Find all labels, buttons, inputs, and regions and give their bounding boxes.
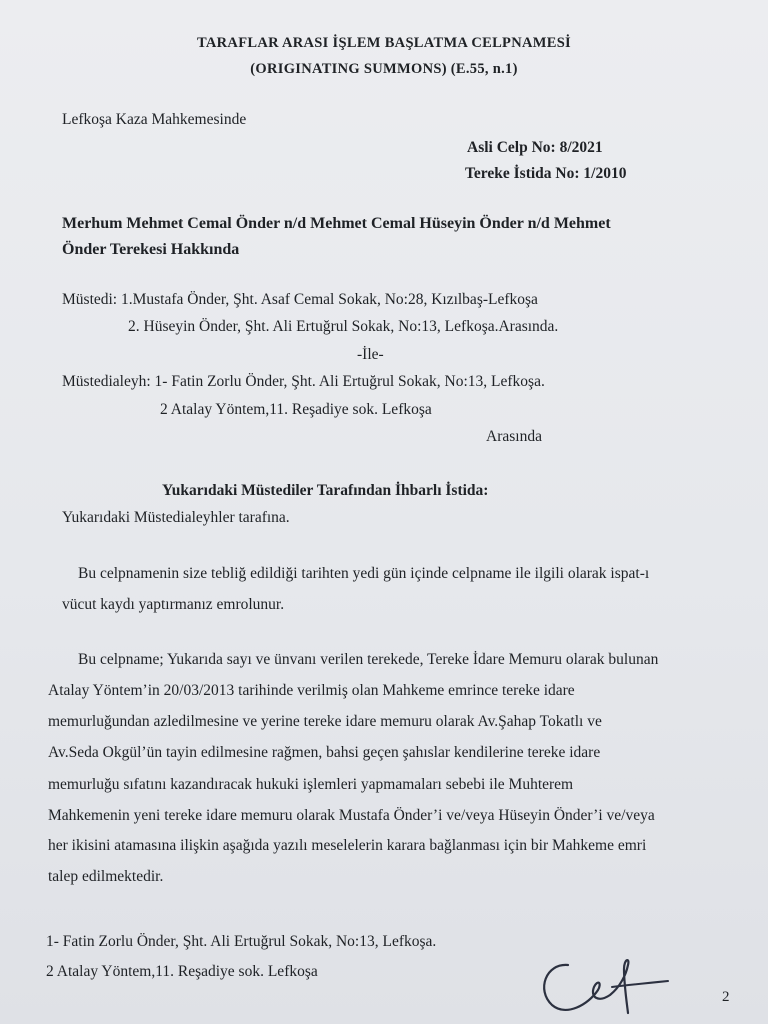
paragraph-2-line: memurluğundan azledilmesine ve yerine tereke idare memuru olarak Av.Şahap Tokatlı ve bbox=[48, 713, 602, 730]
section-heading: Yukarıdaki Müstediler Tarafından İhbarlı İstida: bbox=[162, 482, 489, 499]
paragraph-2-line: talep edilmektedir. bbox=[48, 868, 164, 885]
estate-number: Tereke İstida No: 1/2010 bbox=[465, 165, 627, 182]
defendant-1: Müstedialeyh: 1- Fatin Zorlu Önder, Şht. Ali Ertuğrul Sokak, No:13, Lefkoşa. bbox=[62, 373, 545, 390]
list-item-1: 1- Fatin Zorlu Önder, Şht. Ali Ertuğrul Sokak, No:13, Lefkoşa. bbox=[46, 933, 437, 950]
case-number: Asli Celp No: 8/2021 bbox=[467, 139, 603, 156]
plaintiff-2: 2. Hüseyin Önder, Şht. Ali Ertuğrul Sokak, No:13, Lefkoşa.Arasında. bbox=[128, 318, 559, 335]
paragraph-2-line: memurluğu sıfatını kazandıracak hukuki işlemleri yapmamaları sebebi ile Muhterem bbox=[48, 776, 574, 793]
paragraph-2-line: her ikisini atamasına ilişkin aşağıda yazılı meselelerin karara bağlanması için bir Mahkeme emri bbox=[48, 837, 647, 854]
estate-title-line2: Önder Terekesi Hakkında bbox=[62, 241, 240, 258]
paragraph-1-line-1: Bu celpnamenin size tebliğ edildiği tarihten yedi gün içinde celpname ile ilgili olarak ispat-ı bbox=[78, 565, 650, 582]
paragraph-2-line: Atalay Yöntem’in 20/03/2013 tarihinde verilmiş olan Mahkeme emrince tereke idare bbox=[48, 682, 575, 699]
estate-title-line1: Merhum Mehmet Cemal Önder n/d Mehmet Cemal Hüseyin Önder n/d Mehmet bbox=[62, 215, 611, 232]
paragraph-2-line: Mahkemenin yeni tereke idare memuru olarak Mustafa Önder’i ve/veya Hüseyin Önder’i ve/veya bbox=[48, 807, 655, 824]
list-item-2: 2 Atalay Yöntem,11. Reşadiye sok. Lefkoşa bbox=[46, 963, 318, 980]
paragraph-1-line-2: vücut kaydı yaptırmanız emrolunur. bbox=[62, 596, 285, 613]
paragraph-2-line: Av.Seda Okgül’ün tayin edilmesine rağmen, bahsi geçen şahıslar kendilerine tereke idare bbox=[48, 744, 601, 761]
document-title: TARAFLAR ARASI İŞLEM BAŞLATMA CELPNAMESİ bbox=[196, 35, 572, 51]
ile-separator: -İle- bbox=[357, 346, 384, 363]
court-name: Lefkoşa Kaza Mahkemesinde bbox=[62, 111, 247, 128]
arasinda-label: Arasında bbox=[486, 428, 542, 445]
addressee-line: Yukarıdaki Müstedialeyhler tarafına. bbox=[62, 509, 290, 526]
paragraph-2-line: Bu celpname; Yukarıda sayı ve ünvanı verilen terekede, Tereke İdare Memuru olarak bulunan bbox=[78, 651, 659, 668]
plaintiff-1: Müstedi: 1.Mustafa Önder, Şht. Asaf Cemal Sokak, No:28, Kızılbaş-Lefkoşa bbox=[62, 291, 538, 308]
page-number: 2 bbox=[722, 989, 730, 1005]
handwritten-signature bbox=[528, 935, 708, 1020]
document-subtitle: (ORIGINATING SUMMONS) (E.55, n.1) bbox=[250, 61, 518, 77]
defendant-2: 2 Atalay Yöntem,11. Reşadiye sok. Lefkoşa bbox=[160, 401, 432, 418]
